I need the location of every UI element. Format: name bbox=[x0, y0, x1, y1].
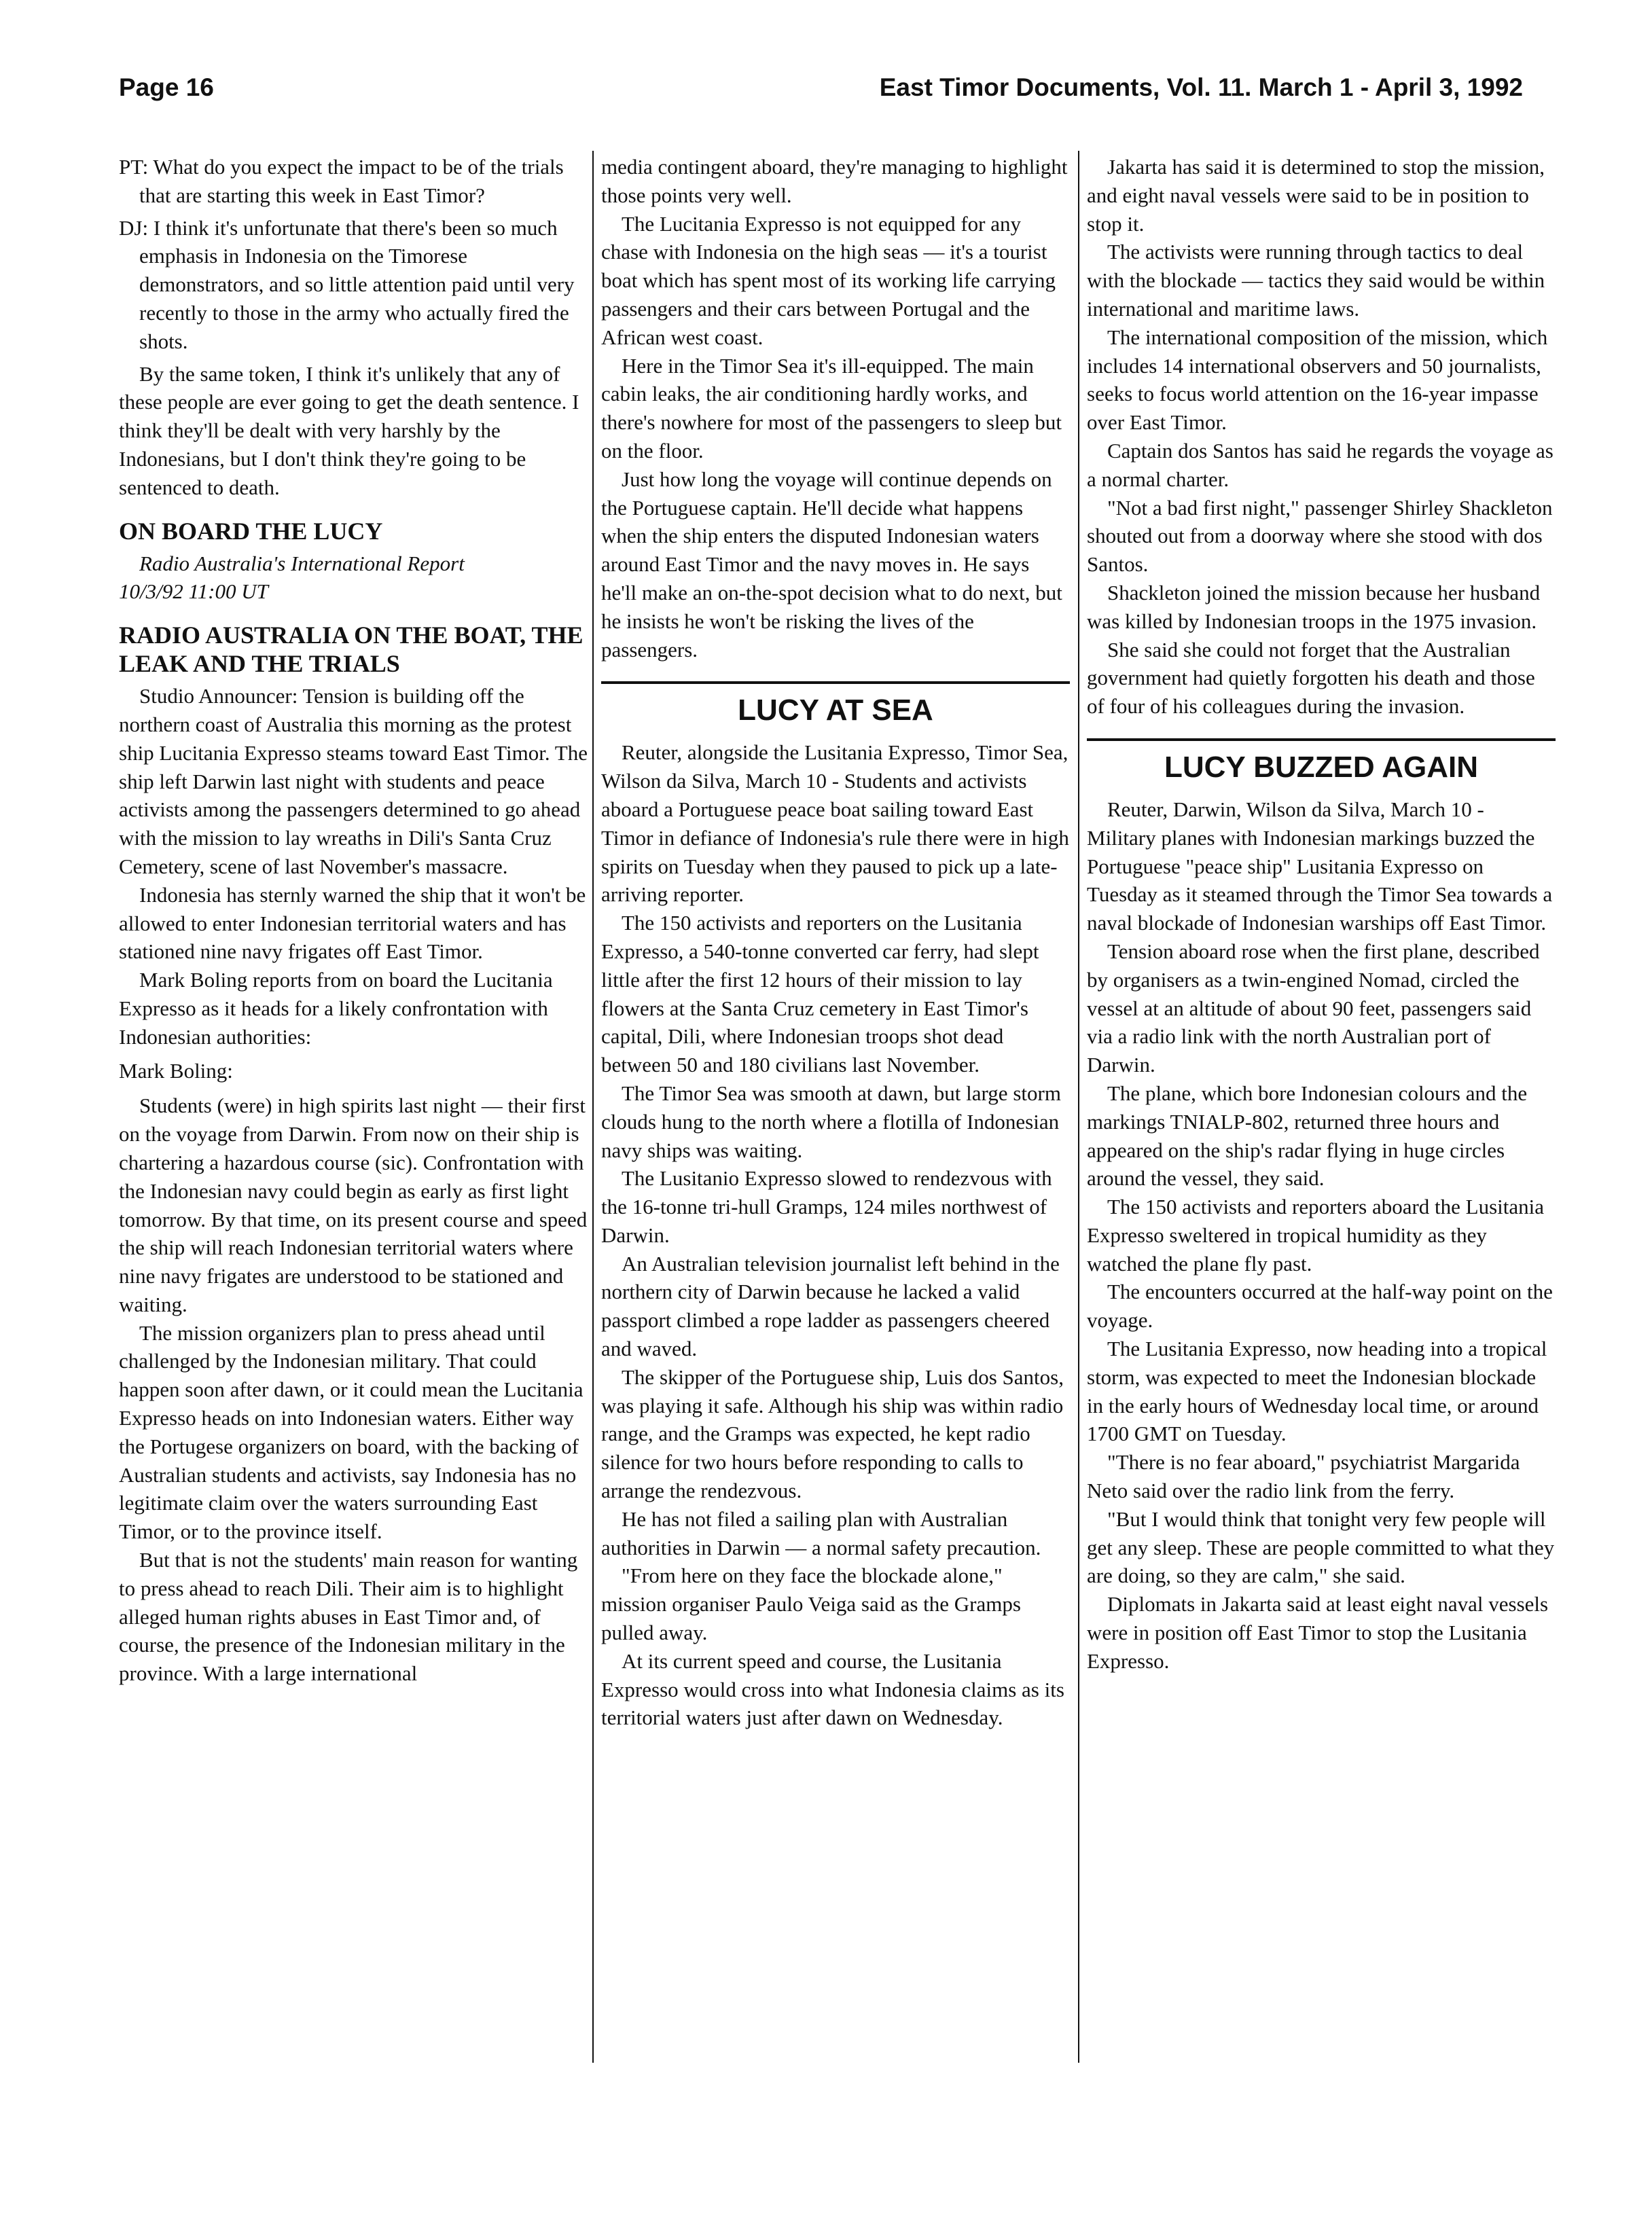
paragraph: Reuter, Darwin, Wilson da Silva, March 10 - Military planes with Indonesian markings buzzed the Portuguese "peace ship" Lusitania Expresso on Tuesday as it steamed through the Timor Sea towards a naval blockade of Indonesian warships off East Timor. bbox=[1087, 797, 1553, 935]
paragraph: "Not a bad first night," passenger Shirley Shackleton shouted out from a doorway where she stood with dos Santos. bbox=[1087, 495, 1553, 577]
section-title: LUCY BUZZED AGAIN bbox=[1164, 750, 1478, 784]
paragraph: The plane, which bore Indonesian colours and the markings TNIALP-802, returned three hours and appeared on the ship's radar flying in huge circles around the vessel, they said. bbox=[1087, 1081, 1528, 1191]
paragraph: Diplomats in Jakarta said at least eight naval vessels were in position off East Timor to stop the Lusitania Expresso. bbox=[1087, 1592, 1549, 1673]
paragraph: "From here on they face the blockade alone," mission organiser Paulo Veiga said as the Gramps pulled away. bbox=[601, 1564, 1021, 1645]
source-date: 10/3/92 11:00 UT bbox=[119, 579, 268, 604]
paragraph: The mission organizers plan to press ahead until challenged by the Indonesian military. That could happen soon after dawn, or it could mean the Lucitania Expresso heads on into Indonesian waters. Either way the Portugese organizers on board, with the backing of Australian students and activists, say Indonesia has no legitimate claim over the waters surrounding East Timor, or to the province itself. bbox=[119, 1320, 583, 1544]
paragraph: Just how long the voyage will continue depends on the Portuguese captain. He'll decide what happens when the ship enters the disputed Indonesian waters around East Timor and the navy moves in. He says he'll make an on-the-spot decision what to do next, but he insists he won't be risking the lives of the passengers. bbox=[601, 467, 1062, 662]
section-rule bbox=[1087, 738, 1556, 741]
article-subheading: RADIO AUSTRALIA ON THE BOAT, THE LEAK AND THE TRIALS bbox=[119, 621, 583, 678]
paragraph: The Lusitanio Expresso slowed to rendezvous with the 16-tonne tri-hull Gramps, 124 miles northwest of Darwin. bbox=[601, 1166, 1052, 1247]
paragraph: The activists were running through tactics to deal with the blockade — tactics they said would be within international and maritime laws. bbox=[1087, 240, 1545, 321]
column-3 bbox=[1087, 153, 1556, 1676]
column-1 bbox=[119, 153, 588, 1688]
paragraph: At its current speed and course, the Lusitania Expresso would cross into what Indonesia claims as its territorial waters just after dawn on Wednesday. bbox=[601, 1648, 1064, 1730]
article-source bbox=[119, 549, 588, 607]
article-heading: ON BOARD THE LUCY bbox=[119, 517, 383, 545]
paragraph: An Australian television journalist left behind in the northern city of Darwin because he lacked a valid passport climbed a rope ladder as passengers cheered and waved. bbox=[601, 1251, 1060, 1361]
paragraph: Reuter, alongside the Lusitania Expresso, Timor Sea, Wilson da Silva, March 10 - Students and activists aboard a Portuguese peace boat sailing toward East Timor in defiance of Indonesia's rule there were in high spirits on Tuesday when they paused to pick up a late-arriving reporter. bbox=[601, 740, 1069, 907]
paragraph: The Timor Sea was smooth at dawn, but large storm clouds hung to the north where a flotilla of Indonesian navy ships was waiting. bbox=[601, 1081, 1061, 1162]
paragraph: "But I would think that tonight very few people will get any sleep. These are people committed to what they are doing, so they are calm," she said. bbox=[1087, 1506, 1555, 1588]
paragraph: The encounters occurred at the half-way point on the voyage. bbox=[1087, 1280, 1553, 1333]
paragraph: But that is not the students' main reason for wanting to press ahead to reach Dili. Their aim is to highlight alleged human rights abuses in East Timor and, of course, the presence of the Indonesian military in the province. With a large international bbox=[119, 1548, 578, 1686]
paragraph: Jakarta has said it is determined to stop the mission, and eight naval vessels were said to be in position to stop it. bbox=[1087, 155, 1545, 236]
paragraph: By the same token, I think it's unlikely that any of these people are ever going to get the death sentence. I think they'll be dealt with very harshly by the Indonesians, but I don't think they're going to be sentenced to death. bbox=[119, 361, 579, 499]
paragraph: "There is no fear aboard," psychiatrist Margarida Neto said over the radio link from the ferry. bbox=[1087, 1450, 1520, 1503]
paragraph: The 150 activists and reporters aboard the Lusitania Expresso sweltered in tropical humidity as they watched the plane fly past. bbox=[1087, 1195, 1545, 1276]
paragraph: Here in the Timor Sea it's ill-equipped. The main cabin leaks, the air conditioning hardly works, and there's nowhere for most of the passengers to sleep but on the floor. bbox=[601, 353, 1062, 463]
interview-answer: DJ: I think it's unfortunate that there's been so much emphasis in Indonesia on the Timorese demonstrators, and so little attention paid until very recently to those in the army who actually fired the shots. bbox=[119, 215, 575, 353]
paragraph: Mark Boling reports from on board the Lucitania Expresso as it heads for a likely confrontation with Indonesian authorities: bbox=[119, 968, 553, 1049]
paragraph: The Lusitania Expresso, now heading into a tropical storm, was expected to meet the Indonesian blockade in the early hours of Wednesday local time, or around 1700 GMT on Tuesday. bbox=[1087, 1337, 1547, 1446]
paragraph: media contingent aboard, they're managing to highlight those points very well. bbox=[601, 155, 1068, 207]
paragraph: Indonesia has sternly warned the ship that it won't be allowed to enter Indonesian territorial waters and has stationed nine navy frigates off East Timor. bbox=[119, 882, 586, 964]
paragraph: Shackleton joined the mission because her husband was killed by Indonesian troops in the 1975 invasion. bbox=[1087, 580, 1541, 633]
paragraph: He has not filed a sailing plan with Australian authorities in Darwin — a normal safety precaution. bbox=[601, 1506, 1041, 1559]
paragraph: The Lucitania Expresso is not equipped for any chase with Indonesia on the high seas — it's a tourist boat which has spent most of its working life carrying passengers and their cars between Portugal and the African west coast. bbox=[601, 211, 1056, 349]
section-title: LUCY AT SEA bbox=[738, 693, 933, 727]
paragraph: She said she could not forget that the Australian government had quietly forgotten his death and those of four of his colleagues during the invasion. bbox=[1087, 637, 1535, 719]
column-2 bbox=[601, 153, 1070, 1732]
source-name: Radio Australia's International Report bbox=[139, 551, 465, 575]
page-number: Page 16 bbox=[119, 73, 214, 101]
paragraph: Studio Announcer: Tension is building off the northern coast of Australia this morning as the protest ship Lucitania Expresso steams toward East Timor. The ship left Darwin last night with students and peace activists among the passengers determined to go ahead with the mission to lay wreaths in Dili's Santa Cruz Cemetery, scene of last November's massacre. bbox=[119, 684, 588, 878]
interview-question: PT: What do you expect the impact to be of the trials that are starting this week in East Timor? bbox=[119, 155, 564, 207]
paragraph: The international composition of the mission, which includes 14 international observers and 50 journalists, seeks to focus world attention on the 16-year impasse over East Timor. bbox=[1087, 325, 1548, 435]
paragraph: The 150 activists and reporters on the Lusitania Expresso, a 540-tonne converted car ferry, had slept little after the first 12 hours of their mission to lay flowers at the Santa Cruz cemetery in East Timor's capital, Dili, where Indonesian troops shot dead between 50 and 180 civilians last November. bbox=[601, 911, 1039, 1077]
column-divider bbox=[592, 151, 594, 2063]
paragraph: Tension aboard rose when the first plane, described by organisers as a twin-engined Nomad, circled the vessel at an altitude of about 90 feet, passengers said via a radio link with the north Australian port of Darwin. bbox=[1087, 939, 1540, 1077]
speaker-label: Mark Boling: bbox=[119, 1058, 233, 1083]
section-rule bbox=[601, 681, 1070, 684]
publication-title: East Timor Documents, Vol. 11. March 1 - April 3, 1992 bbox=[879, 73, 1523, 101]
paragraph: Captain dos Santos has said he regards the voyage as a normal charter. bbox=[1087, 438, 1554, 491]
column-divider bbox=[1078, 151, 1079, 2063]
paragraph: The skipper of the Portuguese ship, Luis dos Santos, was playing it safe. Although his ship was within radio range, and the Gramps was expected, he kept radio silence for two hours before responding to calls to arrange the rendezvous. bbox=[601, 1365, 1064, 1503]
paragraph: Students (were) in high spirits last night — their first on the voyage from Darwin. From now on their ship is chartering a hazardous course (sic). Confrontation with the Indonesian navy could begin as early as first light tomorrow. By that time, on its present course and speed the ship will reach Indonesian territorial waters where nine navy frigates are understood to be stationed and waiting. bbox=[119, 1094, 588, 1316]
page-header bbox=[119, 73, 1523, 114]
